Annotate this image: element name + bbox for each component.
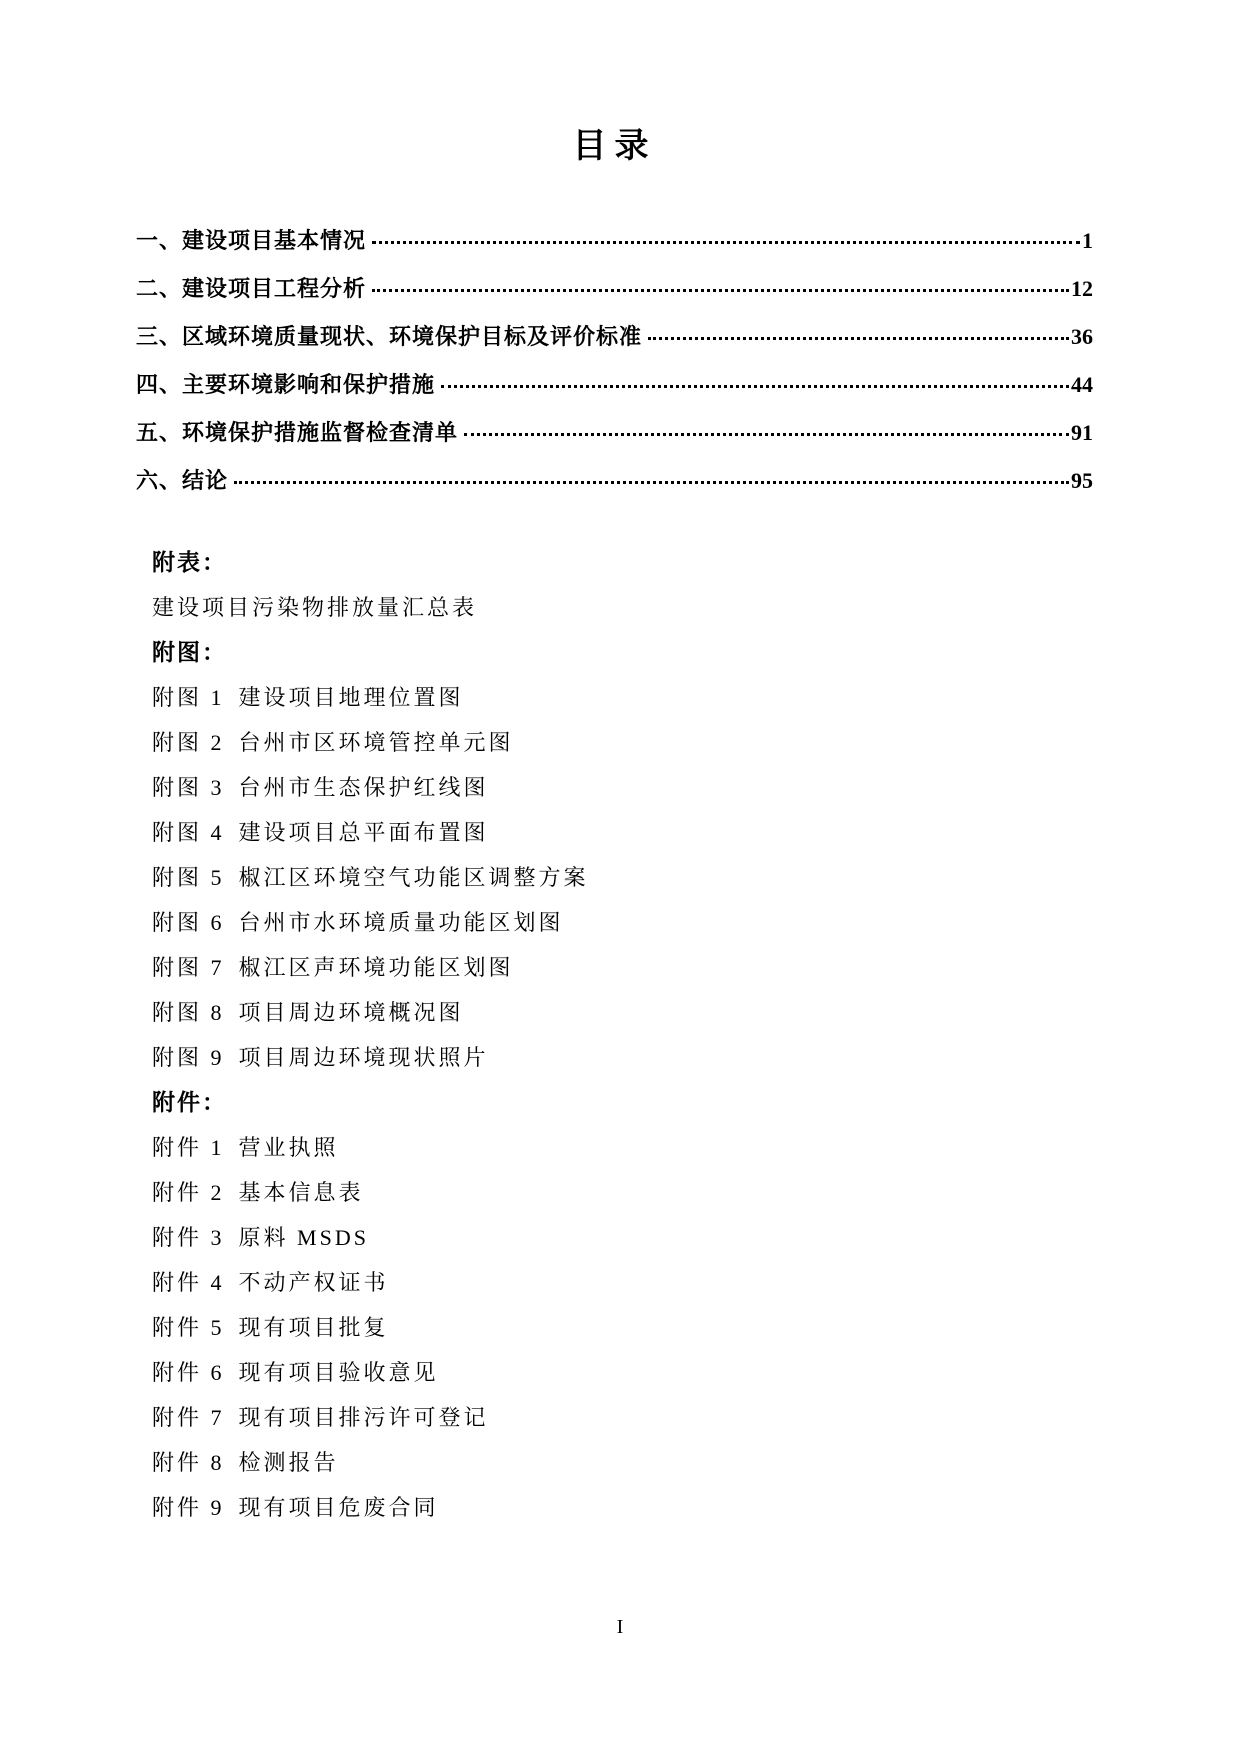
appendix-item (152, 1305, 1093, 1350)
toc-entry-page-number: 12 (1071, 276, 1093, 301)
appendix-item-title: 项目周边环境概况图 (238, 999, 464, 1025)
appendix-item (152, 675, 1093, 720)
appendix-item-number: 附图 6 (152, 909, 225, 935)
toc-entry-page-number: 91 (1071, 420, 1093, 445)
toc-dot-leader (234, 481, 1069, 484)
toc-entry-label: 四、主要环境影响和保护措施 (136, 372, 436, 397)
appendix-item-title: 项目周边环境现状照片 (238, 1044, 489, 1070)
toc-entry[interactable] (136, 228, 1093, 276)
appendix-item (152, 1260, 1093, 1305)
appendix-section-header (152, 540, 1093, 585)
table-of-contents (136, 228, 1093, 516)
page-title: 目录 (572, 128, 657, 165)
appendix-list (136, 540, 1093, 1530)
appendix-section-header (152, 1080, 1093, 1125)
appendix-item (152, 1350, 1093, 1395)
appendix-item (152, 810, 1093, 855)
appendix-item-number: 附件 6 (152, 1359, 225, 1385)
appendix-item-number: 附件 4 (152, 1269, 225, 1295)
appendix-item (152, 855, 1093, 900)
toc-entry-label: 二、建设项目工程分析 (136, 276, 367, 301)
appendix-item (152, 990, 1093, 1035)
toc-entry[interactable] (136, 324, 1093, 372)
appendix-item-number: 附图 7 (152, 954, 225, 980)
appendix-item-title: 检测报告 (238, 1449, 339, 1475)
toc-dot-leader (648, 337, 1069, 340)
appendix-item-number: 附图 4 (152, 819, 225, 845)
appendix-item (152, 585, 1093, 630)
appendix-item-title: 基本信息表 (238, 1179, 364, 1205)
appendix-item-title: 不动产权证书 (238, 1269, 389, 1295)
toc-entry-label: 一、建设项目基本情况 (136, 228, 367, 253)
appendix-item-number: 附图 5 (152, 864, 225, 890)
toc-entry-page-number: 1 (1082, 228, 1093, 253)
appendix-item-title: 台州市生态保护红线图 (238, 774, 489, 800)
appendix-section-header (152, 630, 1093, 675)
appendix-item-number: 附件 3 (152, 1224, 225, 1250)
appendix-item-title: 椒江区环境空气功能区调整方案 (238, 864, 589, 890)
appendix-item-title: 建设项目总平面布置图 (238, 819, 489, 845)
appendix-item-number: 附件 2 (152, 1179, 225, 1205)
appendix-item-number: 附图 9 (152, 1044, 225, 1070)
appendix-item (152, 765, 1093, 810)
toc-entry[interactable] (136, 276, 1093, 324)
appendix-item-number: 附件 9 (152, 1494, 225, 1520)
appendix-section-header-label: 附表： (152, 550, 227, 575)
appendix-item-title: 现有项目危废合同 (238, 1494, 439, 1520)
appendix-item-title: 椒江区声环境功能区划图 (238, 954, 514, 980)
toc-dot-leader (441, 385, 1069, 388)
appendix-item-number: 附图 8 (152, 999, 225, 1025)
appendix-item (152, 1215, 1093, 1260)
appendix-item (152, 945, 1093, 990)
appendix-item-title: 原料 MSDS (238, 1224, 369, 1250)
appendix-item (152, 1395, 1093, 1440)
appendix-item-title: 现有项目批复 (238, 1314, 389, 1340)
toc-dot-leader (372, 241, 1080, 244)
toc-entry-label: 五、环境保护措施监督检查清单 (136, 420, 459, 445)
toc-entry[interactable] (136, 468, 1093, 516)
appendix-item-title: 台州市水环境质量功能区划图 (238, 909, 564, 935)
appendix-item (152, 720, 1093, 765)
appendix-section-header-label: 附图： (152, 640, 227, 665)
appendix-item-number: 附件 7 (152, 1404, 225, 1430)
toc-dot-leader (372, 289, 1069, 292)
appendix-item (152, 1035, 1093, 1080)
appendix-item-title: 现有项目验收意见 (238, 1359, 439, 1385)
toc-entry-page-number: 36 (1071, 324, 1093, 349)
appendix-item (152, 900, 1093, 945)
appendix-item-number: 附件 1 (152, 1134, 225, 1160)
appendix-item (152, 1170, 1093, 1215)
footer-page-number: I (616, 1616, 625, 1638)
toc-entry-label: 六、结论 (136, 468, 229, 493)
toc-entry-page-number: 44 (1071, 372, 1093, 397)
appendix-item-number: 附件 5 (152, 1314, 225, 1340)
appendix-item-title: 台州市区环境管控单元图 (238, 729, 514, 755)
appendix-section-header-label: 附件： (152, 1090, 227, 1115)
appendix-item-number: 附图 1 (152, 684, 225, 710)
toc-entry-label: 三、区域环境质量现状、环境保护目标及评价标准 (136, 324, 643, 349)
appendix-item-title: 现有项目排污许可登记 (238, 1404, 489, 1430)
appendix-item-title: 建设项目地理位置图 (238, 684, 464, 710)
appendix-item-title: 营业执照 (238, 1134, 339, 1160)
toc-entry[interactable] (136, 420, 1093, 468)
appendix-item (152, 1125, 1093, 1170)
toc-dot-leader (464, 433, 1069, 436)
appendix-item (152, 1485, 1093, 1530)
toc-entry[interactable] (136, 372, 1093, 420)
toc-entry-page-number: 95 (1071, 468, 1093, 493)
appendix-item-title: 建设项目污染物排放量汇总表 (152, 594, 478, 620)
appendix-item-number: 附图 2 (152, 729, 225, 755)
appendix-item (152, 1440, 1093, 1485)
appendix-item-number: 附图 3 (152, 774, 225, 800)
appendix-item-number: 附件 8 (152, 1449, 225, 1475)
